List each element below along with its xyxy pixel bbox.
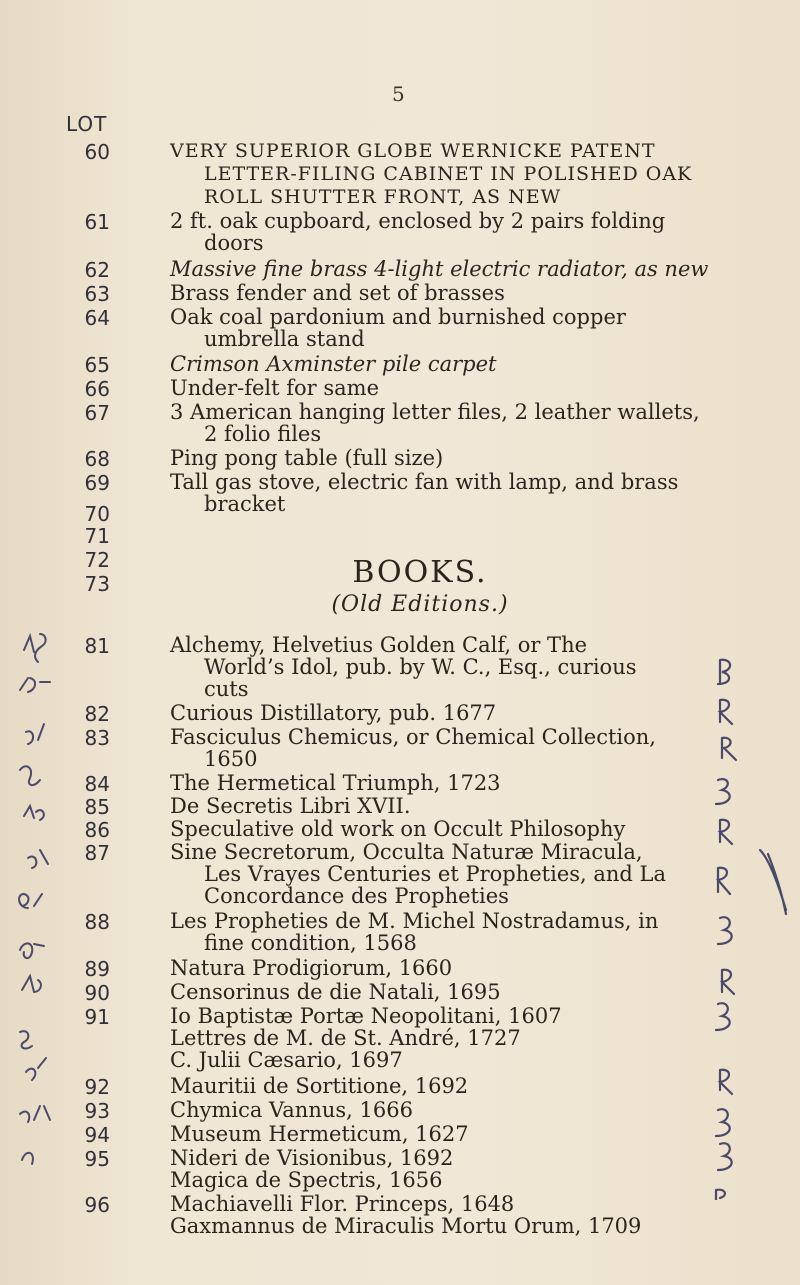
- lot-number: 86: [84, 818, 110, 842]
- lot-description: The Hermetical Triumph, 1723: [170, 771, 501, 795]
- lot-number: 83: [84, 726, 110, 750]
- lot-line: cuts: [204, 677, 249, 701]
- lot-line: Oak coal pardonium and burnished copper: [170, 305, 626, 329]
- lot-number: 96: [84, 1193, 110, 1217]
- lot-number: 95: [84, 1147, 110, 1171]
- section-title: BOOKS.: [352, 555, 488, 590]
- lot-description: [170, 306, 730, 350]
- handwritten-price-marks-left: [0, 620, 80, 1180]
- lot-description: [170, 1005, 730, 1071]
- lot-description: [170, 140, 730, 209]
- lot-line: ROLL SHUTTER FRONT, AS NEW: [204, 186, 562, 208]
- lot-number: 91: [84, 1005, 110, 1029]
- lot-line: umbrella stand: [204, 327, 365, 351]
- lot-description: [170, 471, 730, 515]
- lot-description: Mauritii de Sortitione, 1692: [170, 1074, 469, 1098]
- lot-number: 87: [84, 841, 110, 865]
- lot-line: Lettres de M. de St. André, 1727: [170, 1026, 521, 1050]
- lot-description: [170, 1193, 730, 1237]
- lot-number: 85: [84, 795, 110, 819]
- lot-description: Speculative old work on Occult Philosophy: [170, 817, 626, 841]
- lot-number: 63: [84, 282, 110, 306]
- lot-description: [170, 401, 730, 445]
- lot-line: 2 folio files: [204, 422, 322, 446]
- lot-number: 89: [84, 957, 110, 981]
- lot-line: bracket: [204, 492, 286, 516]
- lot-line: Machiavelli Flor. Princeps, 1648: [170, 1192, 515, 1216]
- lot-number: 60: [84, 140, 110, 164]
- lot-number: 84: [84, 772, 110, 796]
- lot-description: [170, 910, 730, 954]
- lot-description: De Secretis Libri XVII.: [170, 794, 411, 818]
- lot-number: 82: [84, 702, 110, 726]
- lot-line: VERY SUPERIOR GLOBE WERNICKE PATENT: [170, 140, 656, 162]
- lot-number: 71: [84, 524, 110, 548]
- lot-line: LETTER-FILING CABINET IN POLISHED OAK: [204, 163, 693, 185]
- lot-line: Alchemy, Helvetius Golden Calf, or The: [170, 633, 588, 657]
- lot-line: 3 American hanging letter files, 2 leather wallets,: [170, 400, 700, 424]
- lot-line: World’s Idol, pub. by W. C., Esq., curious: [204, 655, 637, 679]
- section-subtitle: (Old Editions.): [331, 592, 509, 617]
- lot-number: 88: [84, 910, 110, 934]
- lot-number: 93: [84, 1099, 110, 1123]
- lot-description: Under-felt for same: [170, 376, 380, 400]
- lot-description: [170, 726, 730, 770]
- lot-line: Concordance des Propheties: [204, 884, 509, 908]
- lot-number: 61: [84, 210, 110, 234]
- lot-number: 69: [84, 471, 110, 495]
- lot-description: Censorinus de die Natali, 1695: [170, 980, 501, 1004]
- lot-line: Les Vrayes Centuries et Propheties, and La: [204, 862, 666, 886]
- lot-number: 72: [84, 548, 110, 572]
- lot-number: 67: [84, 401, 110, 425]
- lot-description: [170, 210, 730, 254]
- page-number: 5: [392, 82, 405, 106]
- lot-line: Les Propheties de M. Michel Nostradamus, in: [170, 909, 659, 933]
- lot-line: C. Julii Cæsario, 1697: [170, 1048, 403, 1072]
- lot-column-header: LOT: [66, 112, 108, 136]
- lot-number: 70: [84, 502, 110, 526]
- lot-description: Natura Prodigiorum, 1660: [170, 956, 453, 980]
- lot-description: [170, 1147, 730, 1191]
- lot-description: Massive fine brass 4-light electric radiator, as new: [170, 257, 709, 281]
- lot-line: Tall gas stove, electric fan with lamp, and brass: [170, 470, 679, 494]
- lot-number: 64: [84, 306, 110, 330]
- lot-line: Fasciculus Chemicus, or Chemical Collection,: [170, 725, 656, 749]
- lot-description: Curious Distillatory, pub. 1677: [170, 701, 497, 725]
- lot-number: 92: [84, 1075, 110, 1099]
- lot-number: 68: [84, 447, 110, 471]
- lot-number: 81: [84, 634, 110, 658]
- lot-number: 73: [84, 572, 110, 596]
- lot-description: Brass fender and set of brasses: [170, 281, 505, 305]
- lot-number: 94: [84, 1123, 110, 1147]
- lot-description: Ping pong table (full size): [170, 446, 444, 470]
- lot-description: Museum Hermeticum, 1627: [170, 1122, 469, 1146]
- lot-line: Sine Secretorum, Occulta Naturæ Miracula,: [170, 840, 643, 864]
- lot-number: 65: [84, 353, 110, 377]
- lot-number: 62: [84, 258, 110, 282]
- lot-line: Nideri de Visionibus, 1692: [170, 1146, 454, 1170]
- lot-line: 2 ft. oak cupboard, enclosed by 2 pairs folding: [170, 209, 666, 233]
- lot-line: Magica de Spectris, 1656: [170, 1168, 443, 1192]
- lot-line: doors: [204, 231, 264, 255]
- lot-description: [170, 634, 730, 700]
- lot-line: Gaxmannus de Miraculis Mortu Orum, 1709: [170, 1214, 642, 1238]
- handwritten-buyer-marks-right: [690, 640, 800, 1200]
- lot-line: Io Baptistæ Portæ Neopolitani, 1607: [170, 1004, 562, 1028]
- lot-description: [170, 841, 730, 907]
- lot-description: Crimson Axminster pile carpet: [170, 352, 497, 376]
- lot-number: 66: [84, 377, 110, 401]
- lot-description: Chymica Vannus, 1666: [170, 1098, 413, 1122]
- lot-number: 90: [84, 981, 110, 1005]
- lot-line: 1650: [204, 747, 258, 771]
- lot-line: fine condition, 1568: [204, 931, 417, 955]
